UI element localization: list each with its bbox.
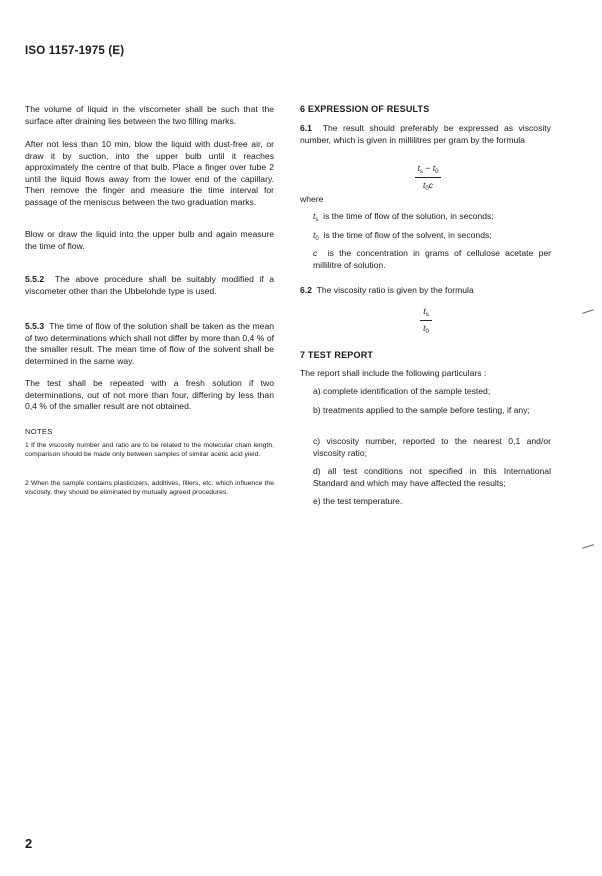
definition-text: is the concentration in grams of cellulose acetate per millilitre of solution. bbox=[313, 248, 551, 270]
note-1: 1 If the viscosity number and ratio are to be related to the molecular chain length, comparison should be made only between samples of similar acetic acid yield. bbox=[25, 442, 274, 459]
viscosity-number-formula: $\frac{t_s - t_0}{t_0c}$ bbox=[400, 163, 456, 192]
paragraph-repeat-test bbox=[25, 378, 274, 413]
note-2: 2 When the sample contains plasticizers, additives, fillers, etc. which influence the viscosity, they should be eliminated by mutually agreed procedures. bbox=[25, 480, 274, 497]
definition-c bbox=[313, 248, 551, 271]
definition-text: is the time of flow of the solvent, in seconds; bbox=[323, 230, 492, 240]
section-6-heading: 6 EXPRESSION OF RESULTS bbox=[300, 104, 430, 114]
paragraph-procedure bbox=[25, 139, 274, 209]
list-item: a) complete identification of the sample tested; bbox=[313, 386, 491, 396]
symbol: c bbox=[313, 248, 318, 258]
clause-text: The viscosity ratio is given by the formula bbox=[316, 285, 474, 295]
symbol: $t_0$ bbox=[313, 230, 319, 242]
symbol: $t_s$ bbox=[313, 211, 319, 223]
paragraph-text: The test shall be repeated with a fresh solution if two determinations, out of not more than four, differing by less than 0,4 % of the smaller result are not obtained. bbox=[25, 378, 274, 412]
list-item: b) treatments applied to the sample before testing, if any; bbox=[313, 405, 530, 415]
clause-number: 5.5.3 bbox=[25, 321, 45, 331]
clause-text: The result should preferably be expressed as viscosity number, which is given in millilitres per gram by the formula bbox=[300, 123, 551, 145]
clause-number: 5.5.2 bbox=[25, 274, 45, 284]
clause-5-5-2 bbox=[25, 274, 274, 297]
clause-number: 6.2 bbox=[300, 285, 312, 295]
margin-mark bbox=[582, 309, 594, 314]
paragraph-volume bbox=[25, 104, 274, 127]
definition-ts bbox=[313, 211, 551, 227]
section-7-heading: 7 TEST REPORT bbox=[300, 350, 374, 360]
page-number: 2 bbox=[25, 836, 33, 851]
notes-title: NOTES bbox=[25, 427, 53, 436]
list-item: e) the test temperature. bbox=[313, 496, 403, 506]
margin-mark bbox=[582, 544, 594, 549]
clause-text: The above procedure shall be suitably modified if a viscometer other than the Ubbelohde type is used. bbox=[25, 274, 275, 296]
definition-t0 bbox=[313, 230, 551, 246]
paragraph-text: After not less than 10 min, blow the liquid with dust-free air, or draw it by suction, into the upper bulb until it reaches approximately the centre of that bulb. Place a finger over tube 2 until the liquid flows away from the lower end of the capillary. Then remove the finger and measure the time interval for passage of the meniscus between the two graduation marks. bbox=[25, 139, 274, 207]
clause-number: 6.1 bbox=[300, 123, 312, 133]
viscosity-ratio-formula: $\frac{t_s}{t_0}$ bbox=[411, 306, 441, 335]
clause-6-1 bbox=[300, 123, 551, 146]
paragraph-text: Blow or draw the liquid into the upper bulb and again measure the time of flow. bbox=[25, 229, 274, 251]
where-label: where bbox=[300, 194, 324, 204]
section-7-intro: The report shall include the following particulars : bbox=[300, 368, 487, 378]
clause-text: The time of flow of the solution shall be taken as the mean of two determinations which shall not differ by more than 0,4 % of the smaller result. The mean time of flow of the solvent shall be determined in the same way. bbox=[25, 321, 275, 366]
paragraph-blow bbox=[25, 229, 274, 252]
list-item: d) all test conditions not specified in this International Standard and which may have affected the results; bbox=[313, 466, 551, 488]
paragraph-text: The volume of liquid in the viscometer shall be such that the surface after draining lies between the two filling marks. bbox=[25, 104, 274, 126]
list-item: c) viscosity number, reported to the nearest 0,1 and/or viscosity ratio; bbox=[313, 436, 551, 458]
definition-text: is the time of flow of the solution, in seconds; bbox=[323, 211, 494, 221]
clause-5-5-3 bbox=[25, 321, 274, 367]
document-header: ISO 1157-1975 (E) bbox=[25, 45, 125, 57]
clause-6-2 bbox=[300, 285, 551, 297]
